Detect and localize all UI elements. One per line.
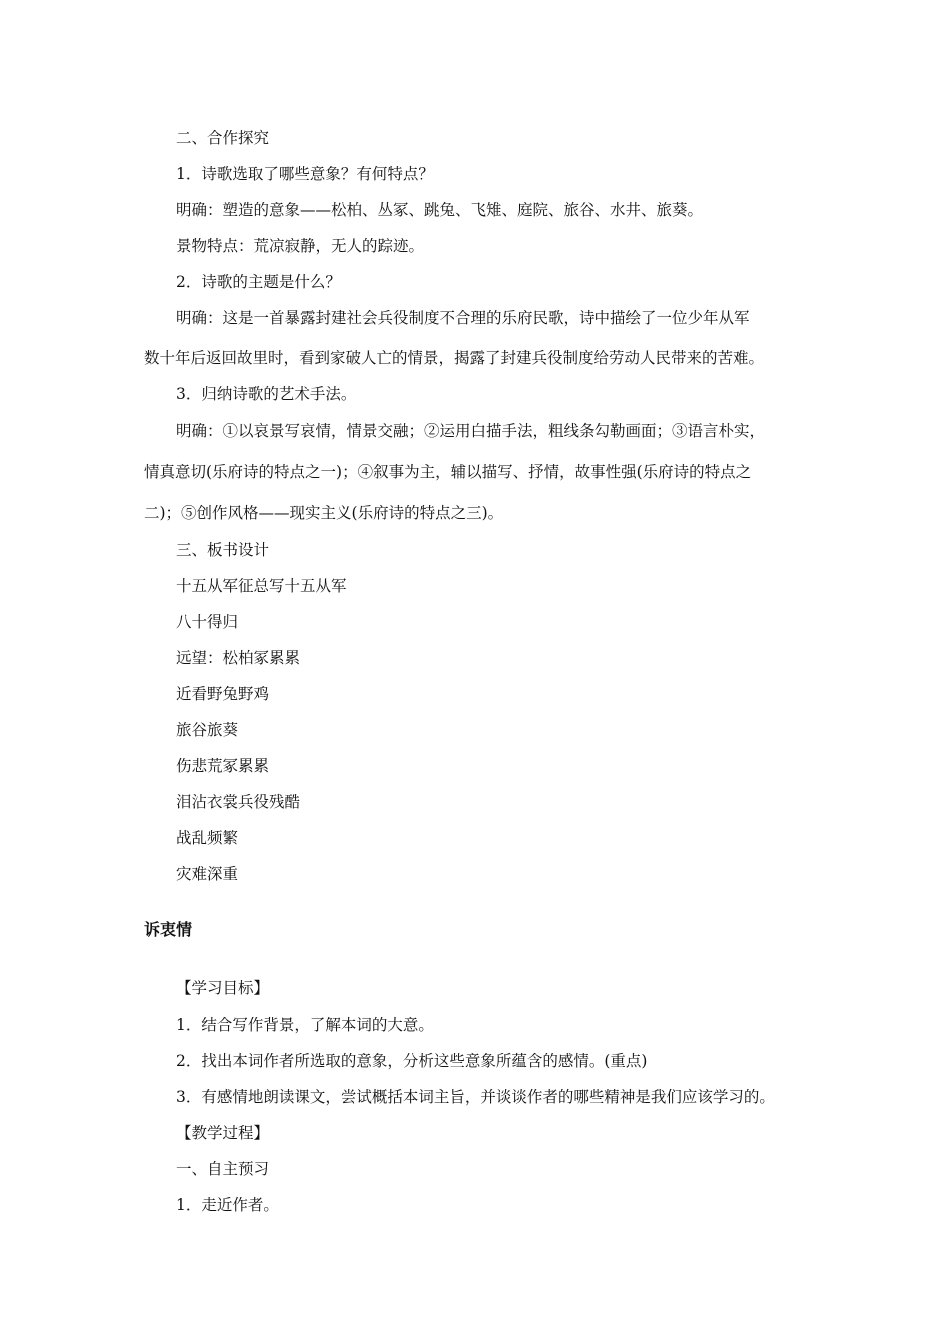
answer-3-line-3: 二)；⑤创作风格——现实主义(乐府诗的特点之三)。 <box>144 504 504 522</box>
board-line: 泪沾衣裳兵役残酷 <box>176 793 301 811</box>
goal-item: 2．找出本词作者所选取的意象，分析这些意象所蕴含的感情。(重点) <box>176 1052 648 1070</box>
answer-3-line-2: 情真意切(乐府诗的特点之一)；④叙事为主，辅以描写、抒情，故事性强(乐府诗的特点之 <box>144 463 752 481</box>
section-heading-board-design: 三、板书设计 <box>176 541 270 559</box>
answer-3-line-1: 明确：①以哀景写哀情，情景交融；②运用白描手法，粗线条勾勒画面；③语言朴实， <box>176 422 766 440</box>
board-line: 近看野兔野鸡 <box>176 685 270 703</box>
board-line: 灾难深重 <box>176 865 239 883</box>
answer-2-line-1: 明确：这是一首暴露封建社会兵役制度不合理的乐府民歌，诗中描绘了一位少年从军 <box>176 309 750 327</box>
board-line: 十五从军征总写十五从军 <box>176 577 347 595</box>
question-3: 3．归纳诗歌的艺术手法。 <box>176 385 357 403</box>
part1-heading: 一、自主预习 <box>176 1160 270 1178</box>
part1-item: 1．走近作者。 <box>176 1196 279 1214</box>
board-line: 伤悲荒冢累累 <box>176 757 270 775</box>
lesson-title: 诉衷情 <box>144 920 193 939</box>
question-2: 2．诗歌的主题是什么？ <box>176 273 341 291</box>
board-line: 旅谷旅葵 <box>176 721 239 739</box>
question-1: 1．诗歌选取了哪些意象？有何特点？ <box>176 165 434 183</box>
goals-heading: 【学习目标】 <box>176 979 270 997</box>
answer-1-line-1: 明确：塑造的意象——松柏、丛冢、跳兔、飞雉、庭院、旅谷、水井、旅葵。 <box>176 201 704 219</box>
answer-2-line-2: 数十年后返回故里时，看到家破人亡的情景，揭露了封建兵役制度给劳动人民带来的苦难。 <box>144 349 765 367</box>
goal-item: 3．有感情地朗读课文，尝试概括本词主旨，并谈谈作者的哪些精神是我们应该学习的。 <box>176 1088 775 1106</box>
board-line: 八十得归 <box>176 613 239 631</box>
goal-item: 1．结合写作背景，了解本词的大意。 <box>176 1016 434 1034</box>
board-line: 远望：松柏冢累累 <box>176 649 301 667</box>
board-line: 战乱频繁 <box>176 829 239 847</box>
process-heading: 【教学过程】 <box>176 1124 270 1142</box>
section-heading-cooperative-inquiry: 二、合作探究 <box>176 129 270 147</box>
answer-1-line-2: 景物特点：荒凉寂静，无人的踪迹。 <box>176 237 425 255</box>
